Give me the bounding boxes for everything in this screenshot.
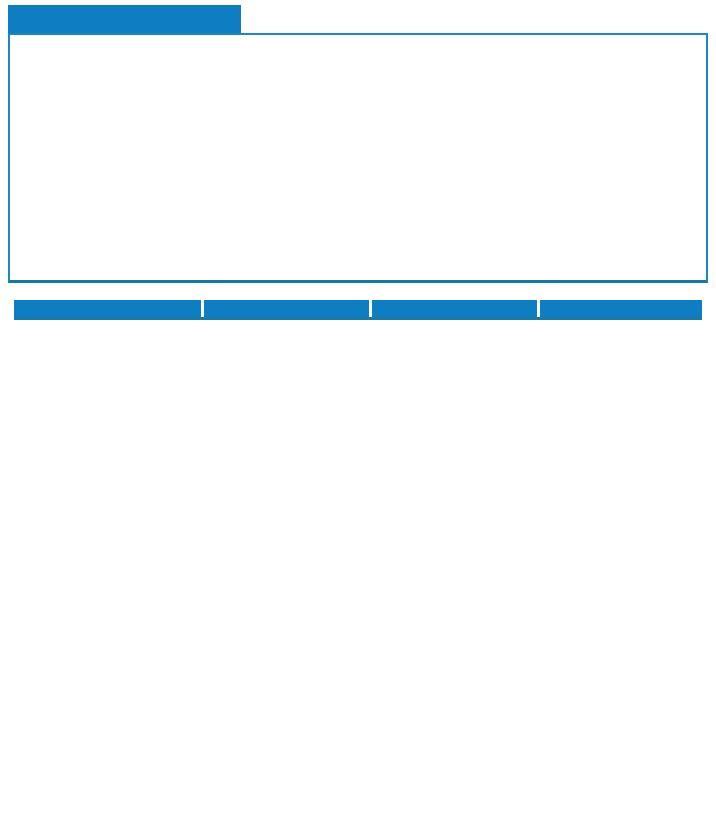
sprocket-section-triplex-drawing <box>543 99 699 247</box>
section-diagram-triplex <box>542 99 700 259</box>
group-header-simplex <box>202 300 370 318</box>
section-diagram-simplex <box>208 99 342 259</box>
spec-box <box>8 33 708 283</box>
section-diagram-duplex <box>374 99 526 259</box>
group-header-row <box>14 300 702 318</box>
sprocket-section-duplex-drawing <box>375 99 525 242</box>
page-header-tab <box>8 5 241 33</box>
sprocket-section-simplex-drawing <box>212 111 338 231</box>
chamfer-diagram-duplex <box>478 39 536 106</box>
sprocket-dimensions-table <box>14 300 702 320</box>
table-corner <box>14 300 202 318</box>
chamfer-diagram-simplex <box>414 39 468 101</box>
group-header-triplex <box>538 300 702 318</box>
group-header-duplex <box>370 300 538 318</box>
